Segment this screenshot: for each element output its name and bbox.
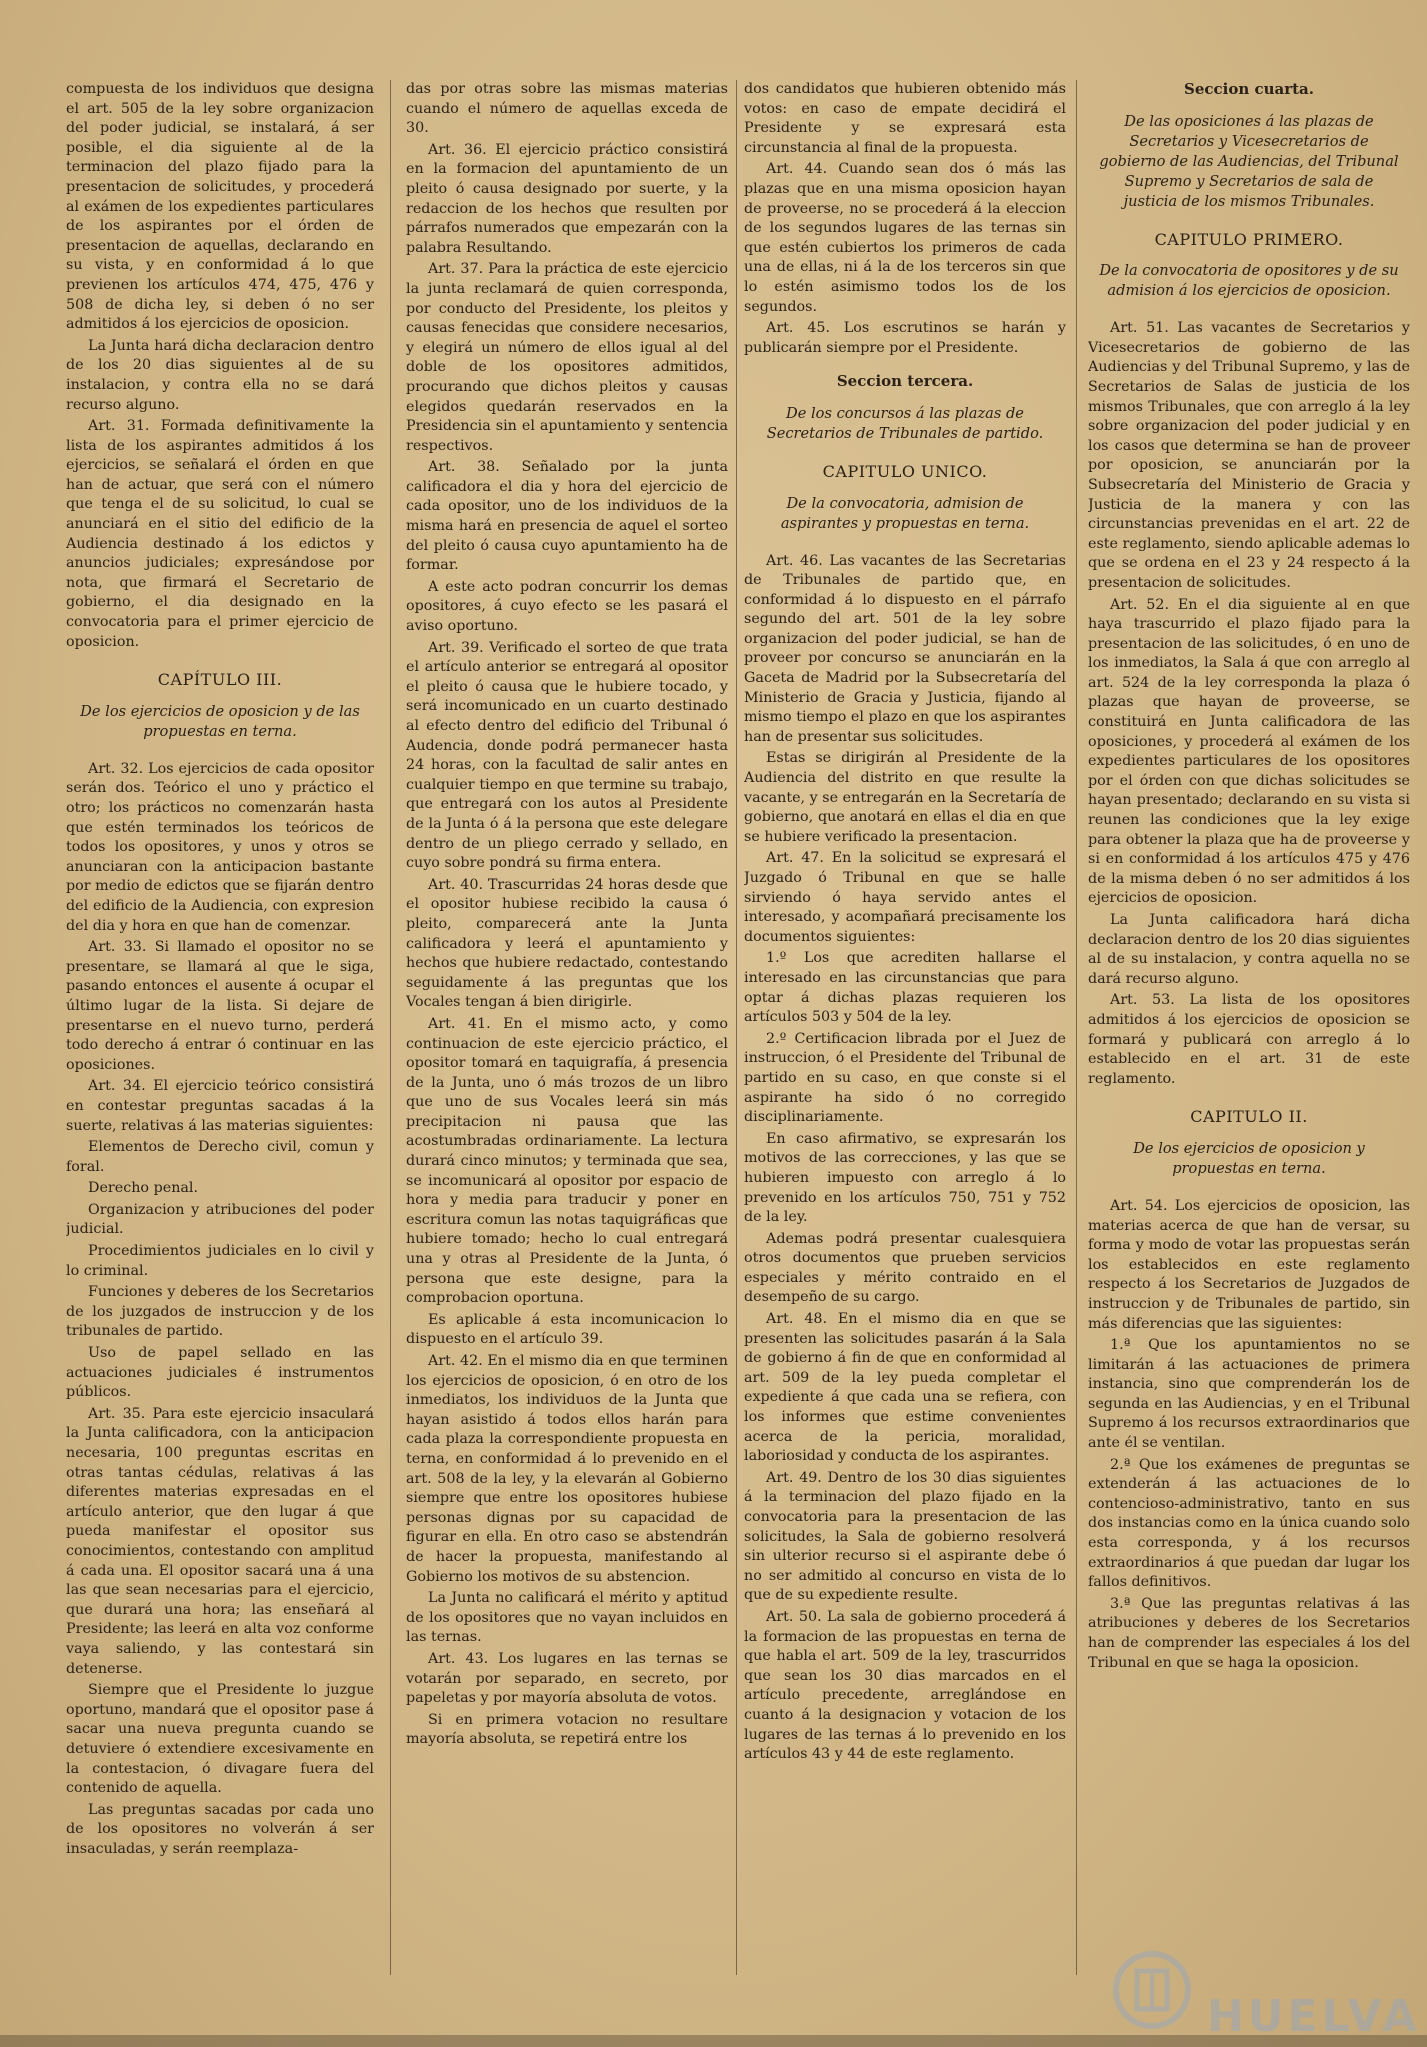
paragraph: Elementos de Derecho civil, comun y foral. [66, 1139, 374, 1175]
paragraph: Ademas podrá presentar cualesquiera otros documentos que prueben servicios especiales y mérito contraido en el desempeño de su cargo. [744, 1230, 1066, 1306]
paragraph: 1.ª Que los apuntamientos no se limitarán á las actuaciones de primera instancia, sino que comprenderán los de segunda en las Audiencias, y en el Tribunal Supremo á los recursos extraordinarios que ante él se ventilan. [1088, 1337, 1410, 1452]
paragraph: Uso de papel sellado en las actuaciones judiciales é instrumentos públicos. [66, 1345, 374, 1401]
paragraph: Art. 53. La lista de los opositores admitidos á los ejercicios de oposicion se formará y publicará con arreglo á lo establecido en el art. 31 de este reglamento. [1088, 992, 1410, 1087]
paragraph: Es aplicable á esta incomunicacion lo dispuesto en el artículo 39. [406, 1311, 728, 1348]
paragraph: compuesta de los individuos que designa el art. 505 de la ley sobre organizacion del poder judicial, se instalará, á ser posible, el dia siguiente al de la terminacion del plazo fijado para la presentacion de solicitudes, y procederá al exámen de los expedientes particulares de los aspirantes por el órden de presentacion de aquellas, declarando en su vista, y en conformidad á lo que previenen los artículos 474, 475, 476 y 508 de dicha ley, si deben ó no ser admitidos á los ejercicios de oposicion. [66, 81, 374, 333]
page-bottom-edge [0, 2035, 1427, 2047]
paragraph: Art. 54. Los ejercicios de oposicion, las materias acerca de que han de versar, su forma y modo de votar las propuestas serán los establecidos en este reglamento respecto á los Secretarios de Juzgados de instruccion y de Tribunales de partido, sin más diferencias que las siguientes: [1088, 1197, 1410, 1332]
paragraph: Art. 34. El ejercicio teórico consistirá en contestar preguntas sacadas á la suerte, relativas á las materias siguientes: [66, 1078, 374, 1134]
paragraph: 2.º Certificacion librada por el Juez de instruccion, ó el Presidente del Tribunal de partido en su caso, en que conste si el aspirante ha sido ó no corregido disciplinariamente. [744, 1030, 1066, 1126]
paragraph: Art. 45. Los escrutinos se harán y publicarán siempre por el Presidente. [744, 320, 1066, 356]
paragraph: Art. 48. En el mismo dia en que se presenten las solicitudes pasarán á la Sala de gobierno á fin de que en conformidad al art. 509 de la ley pueda completar el expediente á que cada una se refiera, con los informes que estime convenientes acerca de la pericia, moralidad, laboriosidad y conducta de los aspirantes. [744, 1311, 1066, 1465]
chapter-heading: CAPITULO UNICO. [822, 461, 988, 481]
paragraph: das por otras sobre las mismas materias cuando el número de aquellas exceda de 30. [406, 81, 728, 137]
chapter-subtitle: De los ejercicios de oposicion y propuestas en terna. [1133, 1139, 1365, 1177]
paragraph: Art. 39. Verificado el sorteo de que trata el artículo anterior se entregará al opositor el pleito ó causa que le hubiere tocado, y será incomunicado en un cuarto destinado al efecto dentro del edificio del Tribunal ó Audencia, donde podrá permanecer hasta 24 horas, con la facultad de salir antes en cualquier tiempo en que termine su trabajo, que entregará con los autos al Presidente de la Junta ó á la persona que este delegare dentro de un pliego cerrado y sellado, en cuyo sobre pondrá su firma entera. [406, 639, 728, 872]
paragraph: Art. 40. Trascurridas 24 horas desde que el opositor hubiese recibido la causa ó pleito, comparecerá ante la Junta calificadora y leerá el apuntamiento y hechos que hubiere redactado, contestando seguidamente á las preguntas que los Vocales tengan á bien dirigirle. [406, 876, 728, 1011]
column-4 [1088, 80, 1410, 2035]
paragraph: Derecho penal. [88, 1180, 199, 1197]
watermark-text: HUELVA [1207, 1991, 1421, 2042]
paragraph: Las preguntas sacadas por cada uno de los opositores no volverán á ser insaculadas, y serán reemplaza- [66, 1801, 374, 1857]
chapter-subtitle: De la convocatoria de opositores y de su admision á los ejercicios de oposicion. [1099, 262, 1399, 300]
paragraph: Art. 32. Los ejercicios de cada opositor serán dos. Teórico el uno y práctico el otro; los prácticos no comenzarán hasta que estén terminados los teóricos de todos los opositores, y unos y otros se anunciaran con la anticipacion bastante por medio de edictos que se fijarán dentro del edificio de la Audiencia, con expresion del dia y hora en que han de comenzar. [66, 760, 374, 934]
paragraph: Estas se dirigirán al Presidente de la Audiencia del distrito en que resulte la vacante, y se entregarán en la Secretaría de gobierno, que anotará en ellas el dia en que se hubiere verificado la presentacion. [744, 750, 1066, 845]
paragraph: Funciones y deberes de los Secretarios de los juzgados de instruccion y de los tribunales de partido. [66, 1284, 374, 1340]
section-subtitle: De las oposiciones á las plazas de Secretarios y Vicesecretarios de gobierno de las Audiencias, del Tribunal Supremo y Secretarios de sala de justicia de los mismos Tribunales. [1099, 112, 1399, 210]
column-2 [406, 80, 728, 2035]
column-1 [66, 80, 374, 2035]
paragraph: A este acto podran concurrir los demas opositores, á cuyo efecto se les pasará el aviso oportuno. [406, 578, 728, 635]
paragraph: dos candidatos que hubieren obtenido más votos: en caso de empate decidirá el Presidente y se expresará esta circunstancia al final de la propuesta. [744, 81, 1066, 156]
paragraph: Si en primera votacion no resultare mayoría absoluta, se repetirá entre los [406, 1711, 728, 1748]
paragraph: La Junta no calificará el mérito y aptitud de los opositores que no vayan incluidos en las ternas. [406, 1590, 728, 1646]
paragraph: Art. 38. Señalado por la junta calificadora el dia y hora del ejercicio de cada opositor, uno de los individuos de la misma hará en presencia de aquel el sorteo del pleito ó causa cuyo apuntamiento ha de formar. [406, 459, 728, 574]
section-subtitle: De los concursos á las plazas de Secretarios de Tribunales de partido. [766, 404, 1044, 442]
paragraph: Art. 33. Si llamado el opositor no se presentare, se llamará al que le siga, pasando entonces el ausente á ocupar el último lugar de la lista. Si dejare de presentarse en el nuevo turno, perderá todo derecho á entrar ó continuar en las oposiciones. [66, 939, 374, 1073]
paragraph: 1.º Los que acrediten hallarse el interesado en las circunstancias que para optar á dichas plazas requieren los artículos 503 y 504 de la ley. [744, 950, 1066, 1026]
chapter-heading: CAPÍTULO III. [157, 670, 283, 690]
chapter-subtitle: De la convocatoria, admision de aspirantes y propuestas en terna. [780, 494, 1030, 532]
column-rule [1076, 80, 1077, 1975]
huelva-seal-icon [1107, 1949, 1197, 2031]
chapter-heading: CAPITULO II. [1190, 1107, 1308, 1127]
paragraph: Art. 37. Para la práctica de este ejercicio la junta reclamará de quien corresponda, por conducto del Presidente, los pleitos y causas fenecidas que considere necesarios, y elegirá un número de ellos igual al del doble de los opositores admitidos, procurando que dichos pleitos y causas elegidos quedarán reservados en la Presidencia sin el apuntamiento y sentencia respectivos. [406, 261, 728, 454]
paragraph: Art. 36. El ejercicio práctico consistirá en la formacion del apuntamiento de un pleito ó causa designado por suerte, y la redaccion de los hechos que resulten por párrafos numerados que empezarán con la palabra Resultando. [406, 141, 728, 256]
paragraph: Art. 46. Las vacantes de las Secretarias de Tribunales de partido que, en conformidad á lo dispuesto en el párrafo segundo del art. 501 de la ley sobre organizacion del poder judicial, se han de proveer por concurso se anunciarán en la Gaceta de Madrid por la Subsecretaría del Ministerio de Gracia y Justicia, fijando al mismo tiempo el plazo en que los aspirantes han de presentar sus solicitudes. [744, 552, 1066, 745]
paragraph: Art. 43. Los lugares en las ternas se votarán por separado, en secreto, por papeletas y por mayoría absoluta de votos. [406, 1650, 728, 1707]
section-heading: Seccion cuarta. [1183, 80, 1314, 98]
paragraph: Art. 41. En el mismo acto, y como continuacion de este ejercicio práctico, el opositor tomará en taquigrafía, á presencia de la Junta, uno ó más trozos de un libro que uno de sus Vocales leerá sin más precipitacion ni pausa que las acostumbradas ordinariamente. La lectura durará cinco minutos; y terminada que sea, se incomunicará al opositor por espacio de hora y media para traducir y poner en escritura comun las notas taquigráficas que hubiere tomado; hecho lo cual entregará una y otras al Presidente de la Junta, ó persona que este designe, para la comprobacion oportuna. [406, 1015, 728, 1307]
paragraph: 2.ª Que los exámenes de preguntas se extenderán á las actuaciones de lo contencioso-administrativo, tanto en sus dos instancias como en la única cuando solo esta corresponda, y á los recursos extraordinarios á que puedan dar lugar los fallos definitivos. [1088, 1456, 1410, 1591]
paragraph: En caso afirmativo, se expresarán los motivos de las correcciones, y las que se hubieren impuesto con arreglo á lo prevenido en los artículos 750, 751 y 752 de la ley. [744, 1130, 1066, 1226]
paragraph: Art. 44. Cuando sean dos ó más las plazas que en una misma oposicion hayan de proveerse, no se procederá á la eleccion de los segundos lugares de las ternas sin que estén cubiertos los primeros de cada una de ellas, ni á la de los terceros sin que lo estén asimismo todos los de los segundos. [744, 161, 1066, 315]
paragraph: Art. 50. La sala de gobierno procederá á la formacion de las propuestas en terna de que habla el art. 509 de la ley, trascurridos que sean los 30 dias marcados en el artículo precedente, arreglándose en cuanto á la designacion y votacion de los lugares de las ternas á lo prevenido en los artículos 43 y 44 de este reglamento. [744, 1608, 1066, 1763]
paragraph: La Junta hará dicha declaracion dentro de los 20 dias siguientes al de su instalacion, y contra ella no se dará recurso alguno. [66, 337, 374, 413]
paragraph: Art. 47. En la solicitud se expresará el Juzgado ó Tribunal en que se halle sirviendo ó haya servido antes el interesado, y acompañará precisamente los documentos siguientes: [744, 850, 1066, 945]
library-watermark [1087, 1945, 1421, 2042]
column-rule [390, 80, 391, 1975]
paragraph: La Junta calificadora hará dicha declaracion dentro de los 20 dias siguientes al de su instalacion, y contra aquella no se dará recurso alguno. [1088, 912, 1410, 987]
paragraph: Art. 51. Las vacantes de Secretarios y Vicesecretarios de gobierno de las Audiencias y del Tribunal Supremo, y las de Secretarios de Salas de justicia de los mismos Tribunales, que con arreglo á la ley sobre organizacion del poder judicial y en los casos que determina se han de proveer por oposicion, se anunciarán por la Subsecretaría del Ministerio de Gracia y Justicia de la manera y con las circunstancias prevenidas en el art. 22 de este reglamento, siendo aplicable ademas lo que se ordena en el 23 y 24 respecto á la presentacion de solicitudes. [1088, 320, 1410, 591]
paragraph: Siempre que el Presidente lo juzgue oportuno, mandará que el opositor pase á sacar una nueva pregunta cuando se detuviere ó extendiere excesivamente en la contestacion, ó divagare fuera del contenido de aquella. [66, 1682, 374, 1797]
column-rule [736, 80, 737, 1975]
paragraph: Art. 35. Para este ejercicio insaculará la Junta calificadora, con la anticipacion necesaria, 100 preguntas escritas en otras tantas cédulas, relativas á las diferentes materias expresadas en el artículo anterior, que den lugar á que pueda manifestar el opositor sus conocimientos, contestando con amplitud á cada una. El opositor sacará una á una las que sean necesarias para el ejercicio, que durará una hora; las enseñará al Presidente; las leerá en alta voz conforme vaya saliendo, y las contestará sin detenerse. [66, 1405, 374, 1677]
paragraph: Art. 31. Formada definitivamente la lista de los aspirantes admitidos á los ejercicios, se señalará el órden en que han de actuar, que será con el número que tenga el de su solicitud, lo cual se anunciará en el sitio del edificio de la Audiencia destinado á los edictos y anuncios judiciales; expresándose por nota, que firmará el Secretario de gobierno, el dia designado en la convocatoria para el primer ejercicio de oposicion. [66, 418, 374, 650]
paragraph: Art. 42. En el mismo dia en que terminen los ejercicios de oposicion, ó en otro de los inmediatos, los individuos de la Junta que hayan asistido á todos ellos harán para cada plaza la correspondiente propuesta en terna, en conformidad á lo prevenido en el art. 508 de la ley, y la elevarán al Gobierno siempre que entre los opositores hubiese personas dignas por su capacidad de figurar en ella. En otro caso se abstendrán de hacer la propuesta, manifestando al Gobierno los motivos de su abstencion. [406, 1353, 728, 1585]
chapter-subtitle: De los ejercicios de oposicion y de las propuestas en terna. [80, 702, 360, 740]
paragraph: Organizacion y atribuciones del poder judicial. [66, 1201, 374, 1238]
paragraph: Art. 52. En el dia siguiente al en que haya trascurrido el plazo fijado para la presentacion de las solicitudes, ó en uno de los inmediatos, la Sala á que con arreglo al art. 524 de la ley corresponda la plaza ó plazas que hayan de proveerse, se constituirá en Junta calificadora de las oposiciones, y procederá al exámen de los expedientes particulares de los opositores por el órden con que dichas solicitudes se hayan presentado; declarando en su vista si reunen las condiciones que la ley exige para obtener la plaza que ha de proveerse y si en conformidad á los artículos 475 y 476 de la misma deben ó no ser admitidos á los ejercicios de oposicion. [1088, 596, 1410, 907]
paragraph: Procedimientos judiciales en lo civil y lo criminal. [66, 1243, 374, 1279]
section-heading: Seccion tercera. [836, 372, 974, 391]
paragraph: 3.ª Que las preguntas relativas á las atribuciones y deberes de los Secretarios han de comprender las especiales á los del Tribunal en que se haga la oposicion. [1088, 1595, 1410, 1671]
column-3 [744, 80, 1066, 2035]
chapter-heading: CAPITULO PRIMERO. [1154, 229, 1344, 249]
paragraph: Art. 49. Dentro de los 30 dias siguientes á la terminacion del plazo fijado en la convocatoria para la presentacion de las solicitudes, la Sala de gobierno resolverá sin ulterior recurso si el aspirante debe ó no ser admitido al concurso en vista de lo que de su expediente resulte. [744, 1469, 1066, 1604]
